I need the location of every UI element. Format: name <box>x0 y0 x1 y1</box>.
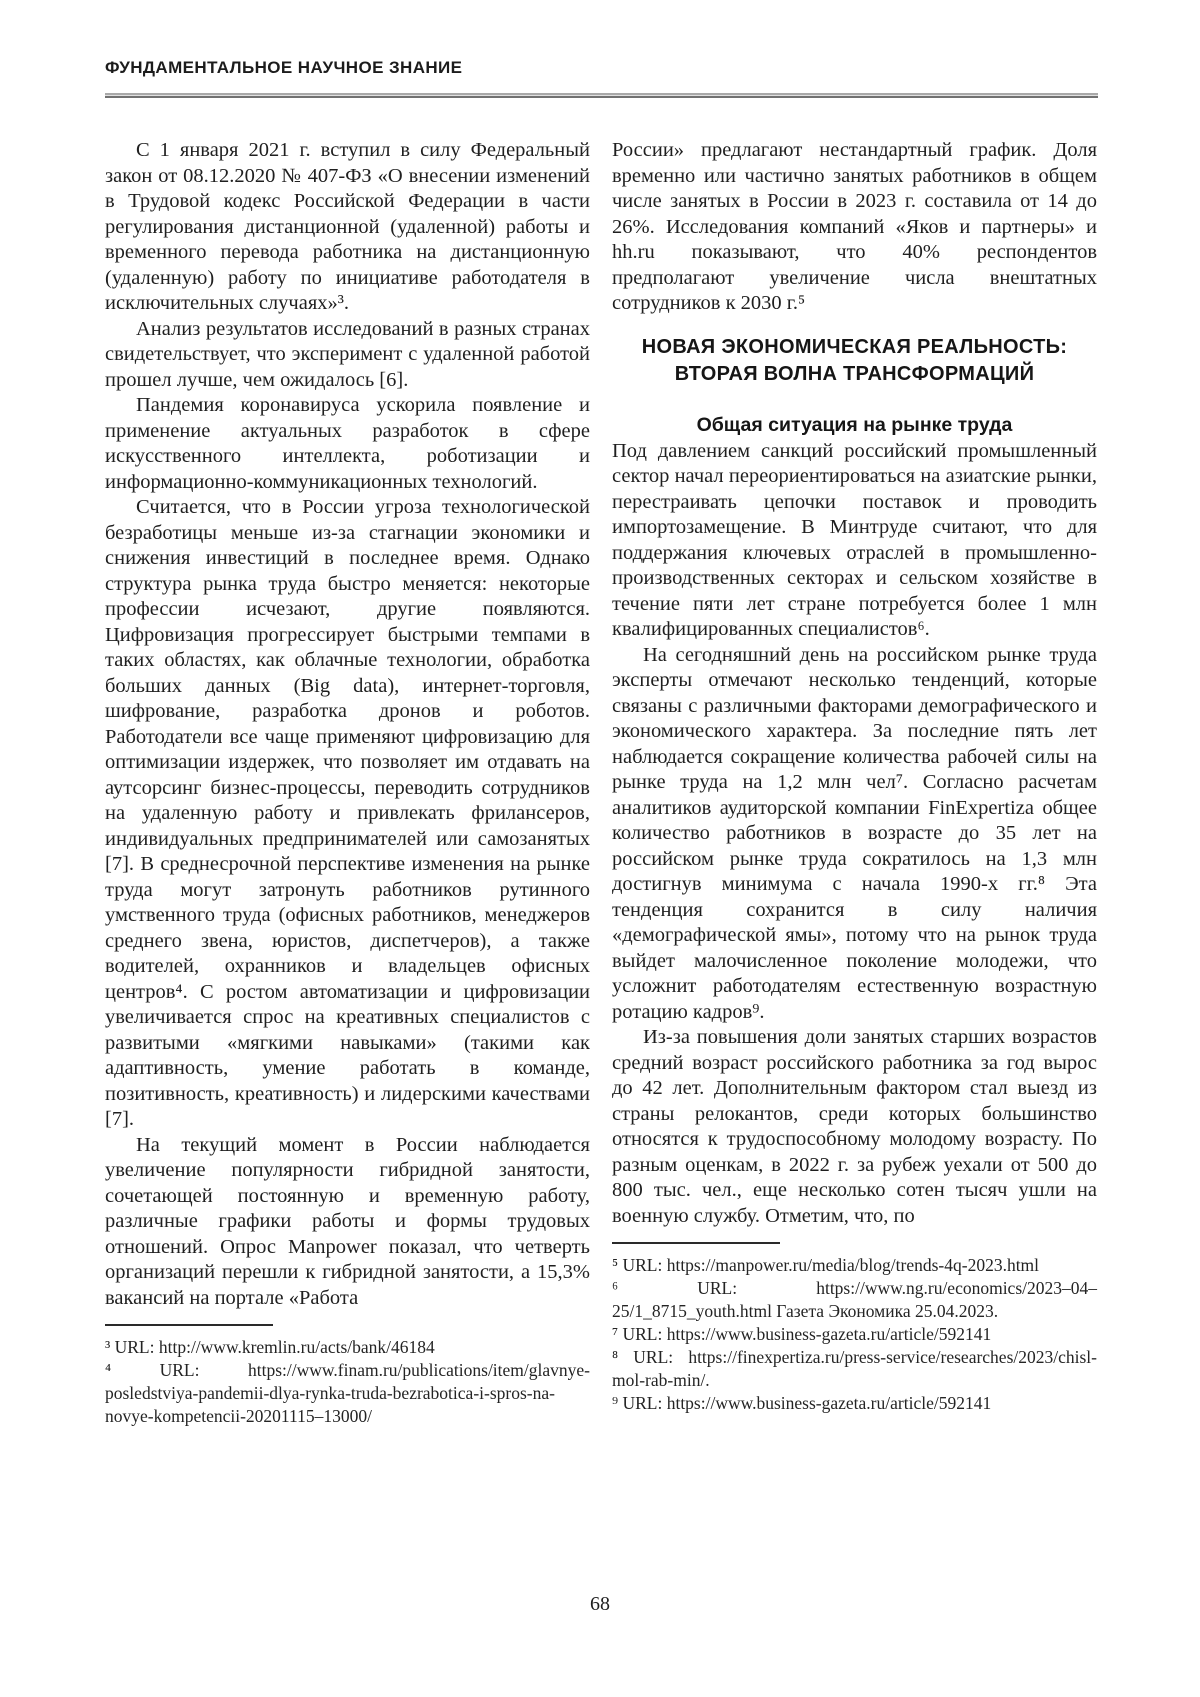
right-column <box>612 138 1097 1428</box>
footnote: ⁴ URL: https://www.finam.ru/publications/item/glavnye-posledstviya-pandemii-dlya-rynka-truda-bezrabotica-i-spros-na-novye-kompetencii-20201115–13000/ <box>105 1360 590 1426</box>
section-heading-line1: НОВАЯ ЭКОНОМИЧЕСКАЯ РЕАЛЬНОСТЬ: <box>641 335 1068 358</box>
footnote: ⁸ URL: https://finexpertiza.ru/press-service/researches/2023/chisl-mol-rab-min/. <box>612 1347 1097 1390</box>
section-heading <box>612 334 1097 388</box>
left-footnote-block <box>105 1324 590 1428</box>
paragraph: На текущий момент в России наблюдается увеличение популярности гибридной занятости, сочетающей постоянную и временную работу, различные графики работы и формы трудовых отношений. Опрос Manpower показал, что четверть организаций перешли к гибридной занятости, а 15,3% вакансий на портале «Работа <box>105 1133 590 1309</box>
paragraph: Пандемия коронавируса ускорила появление и применение актуальных разработок в сфере искусственного интеллекта, роботизации и информационно-коммуникационных технологий. <box>105 394 590 493</box>
two-column-layout <box>105 138 1098 1428</box>
header-rule <box>105 93 1098 98</box>
footnote: ⁹ URL: https://www.business-gazeta.ru/article/592141 <box>612 1393 992 1413</box>
section-heading-line2: ВТОРАЯ ВОЛНА ТРАНСФОРМАЦИЙ <box>674 362 1035 385</box>
paragraph: Анализ результатов исследований в разных странах свидетельствует, что эксперимент с удаленной работой прошел лучше, чем ожидалось [6]. <box>105 317 590 391</box>
paragraph: Под давлением санкций российский промышленный сектор начал переориентироваться на азиатские рынки, перестраивать цепочки поставок и проводить импортозамещение. В Минтруде считают, что для поддержания ключевых отраслей в промышленно-производственных секторах и сельском хозяйстве в течение пяти лет стране потребуется более 1 млн квалифицированных специалистов⁶. <box>612 439 1097 640</box>
footnote-separator <box>612 1242 780 1244</box>
running-head: ФУНДАМЕНТАЛЬНОЕ НАУЧНОЕ ЗНАНИЕ <box>105 58 463 77</box>
footnote: ³ URL: http://www.kremlin.ru/acts/bank/46184 <box>105 1337 435 1357</box>
paragraph: Считается, что в России угроза технологической безработицы меньше из-за стагнации экономики и снижения инвестиций в последнее время. Однако структура рынка труда быстро меняется: некоторые профессии исчезают, другие появляются. Цифровизация прогрессирует быстрыми темпами в таких областях, как облачные технологии, обработка больших данных (Big data), интернет-торговля, шифрование, разработка дронов и роботов. Работодатели все чаще применяют цифровизацию для оптимизации издержек, что позволяет им отдавать на аутсорсинг бизнес-процессы, переводить сотрудников на удаленную работу и привлекать фрилансеров, индивидуальных предпринимателей или самозанятых [7]. В среднесрочной перспективе изменения на рынке труда могут затронуть работников рутинного умственного труда (офисных работников, менеджеров среднего звена, юристов, диспетчеров), а также водителей, охранников и владельцев офисных центров⁴. С ростом автоматизации и цифровизации увеличивается спрос на креативных специалистов с развитыми «мягкими навыками» (такими как адаптивность, умение работать в команде, позитивность, креативность) и лидерскими качествами [7]. <box>105 496 590 1130</box>
footnote: ⁵ URL: https://manpower.ru/media/blog/trends-4q-2023.html <box>612 1255 1040 1275</box>
footnote: ⁶ URL: https://www.ng.ru/economics/2023–04–25/1_8715_youth.html Газета Экономика 25.04.2023. <box>612 1278 1097 1321</box>
page-number: 68 <box>590 1593 610 1615</box>
left-column <box>105 138 590 1428</box>
paragraph: С 1 января 2021 г. вступил в силу Федеральный закон от 08.12.2020 № 407-ФЗ «О внесении изменений в Трудовой кодекс Российской Федерации в части регулирования дистанционной (удаленной) работы и временного перевода работника на дистанционную (удаленную) работу по инициативе работодателя в исключительных случаях»³. <box>105 139 590 314</box>
article-page <box>105 58 1098 1428</box>
footnote: ⁷ URL: https://www.business-gazeta.ru/article/592141 <box>612 1324 992 1344</box>
paragraph: Из-за повышения доли занятых старших возрастов средний возраст российского работника за год вырос до 42 лет. Дополнительным фактором стал выезд из страны релокантов, среди которых большинство относятся к трудоспособному молодому возрасту. По разным оценкам, в 2022 г. за рубеж уехали от 500 до 800 тыс. чел., еще несколько сотен тысяч ушли на военную службу. Отметим, что, по <box>612 1026 1097 1227</box>
paragraph: На сегодняшний день на российском рынке труда эксперты отмечают несколько тенденций, которые связаны с различными факторами демографического и экономического характера. За последние пять лет наблюдается сокращение количества рабочей силы на рынке труда на 1,2 млн чел⁷. Согласно расчетам аналитиков аудиторской компании FinExpertiza общее количество работников в возрасте до 35 лет на российском рынке труда сократилось на 1,3 млн достигнув минимума с начала 1990-х гг.⁸ Эта тенденция сохранится в силу наличия «демографической ямы», потому что на рынок труда выйдет малочисленное поколение молодежи, что усложнит работодателям естественную возрастную ротацию кадров⁹. <box>612 643 1097 1023</box>
footnote-separator <box>105 1324 273 1326</box>
right-footnote-block <box>612 1242 1097 1415</box>
paragraph: России» предлагают нестандартный график. Доля временно или частично занятых работников в общем числе занятых в России в 2023 г. составила от 14 до 26%. Исследования компаний «Яков и партнеры» и hh.ru показывают, что 40% респондентов предполагают увеличение числа внештатных сотрудников к 2030 г.⁵ <box>612 139 1097 314</box>
subsection-heading: Общая ситуация на рынке труда <box>696 413 1013 436</box>
